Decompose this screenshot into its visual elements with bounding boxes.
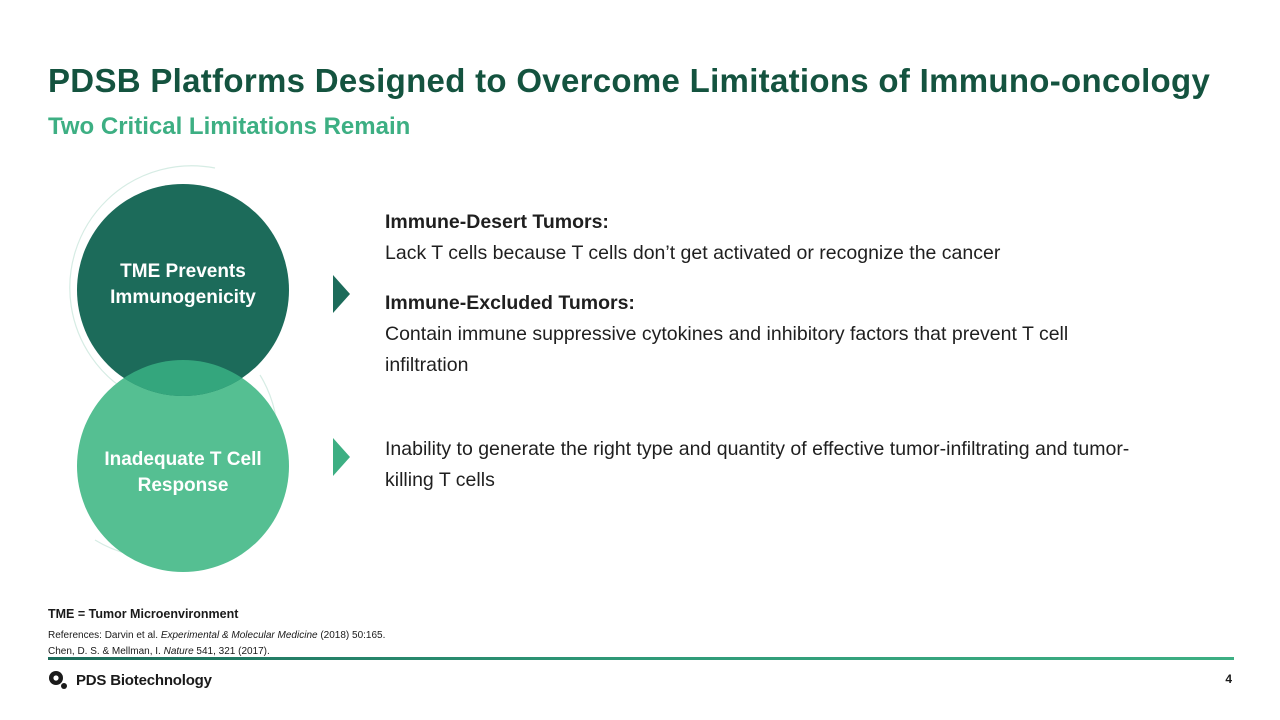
reference-1: References: Darvin et al. Experimental & Molecular Medicine (2018) 50:165. bbox=[48, 630, 386, 641]
bottom-circle-label: Inadequate T Cell Response bbox=[104, 449, 262, 496]
page-subtitle: Two Critical Limitations Remain bbox=[48, 113, 411, 140]
company-name: PDS Biotechnology bbox=[76, 671, 212, 689]
page-title: PDSB Platforms Designed to Overcome Limitations of Immuno-oncology bbox=[48, 62, 1211, 99]
references bbox=[48, 628, 385, 660]
tme-definition: TME = Tumor Microenvironment bbox=[48, 607, 239, 621]
chevron-right-icon bbox=[333, 275, 350, 313]
pds-logo-icon bbox=[48, 670, 68, 690]
immune-desert-point: Immune-Desert Tumors: Lack T cells because T cells don’t get activated or recognize the cancer bbox=[385, 211, 1001, 264]
immune-excluded-point: Immune-Excluded Tumors: Contain immune suppressive cytokines and inhibitory factors that prevent T cell infiltration bbox=[385, 292, 1069, 376]
overlapping-circles-graphic bbox=[55, 160, 315, 590]
chevron-right-icon bbox=[333, 438, 350, 476]
inadequate-response-point: Inability to generate the right type and quantity of effective tumor-infiltrating and tumor-killing T cells bbox=[385, 438, 1130, 491]
footer-divider bbox=[48, 657, 1234, 660]
company-logo bbox=[48, 670, 212, 690]
reference-2: Chen, D. S. & Mellman, I. Nature 541, 321 (2017). bbox=[48, 646, 270, 657]
venn-diagram bbox=[55, 160, 315, 590]
page-number: 4 bbox=[1225, 672, 1232, 686]
top-circle-label: TME Prevents Immunogenicity bbox=[110, 261, 256, 308]
